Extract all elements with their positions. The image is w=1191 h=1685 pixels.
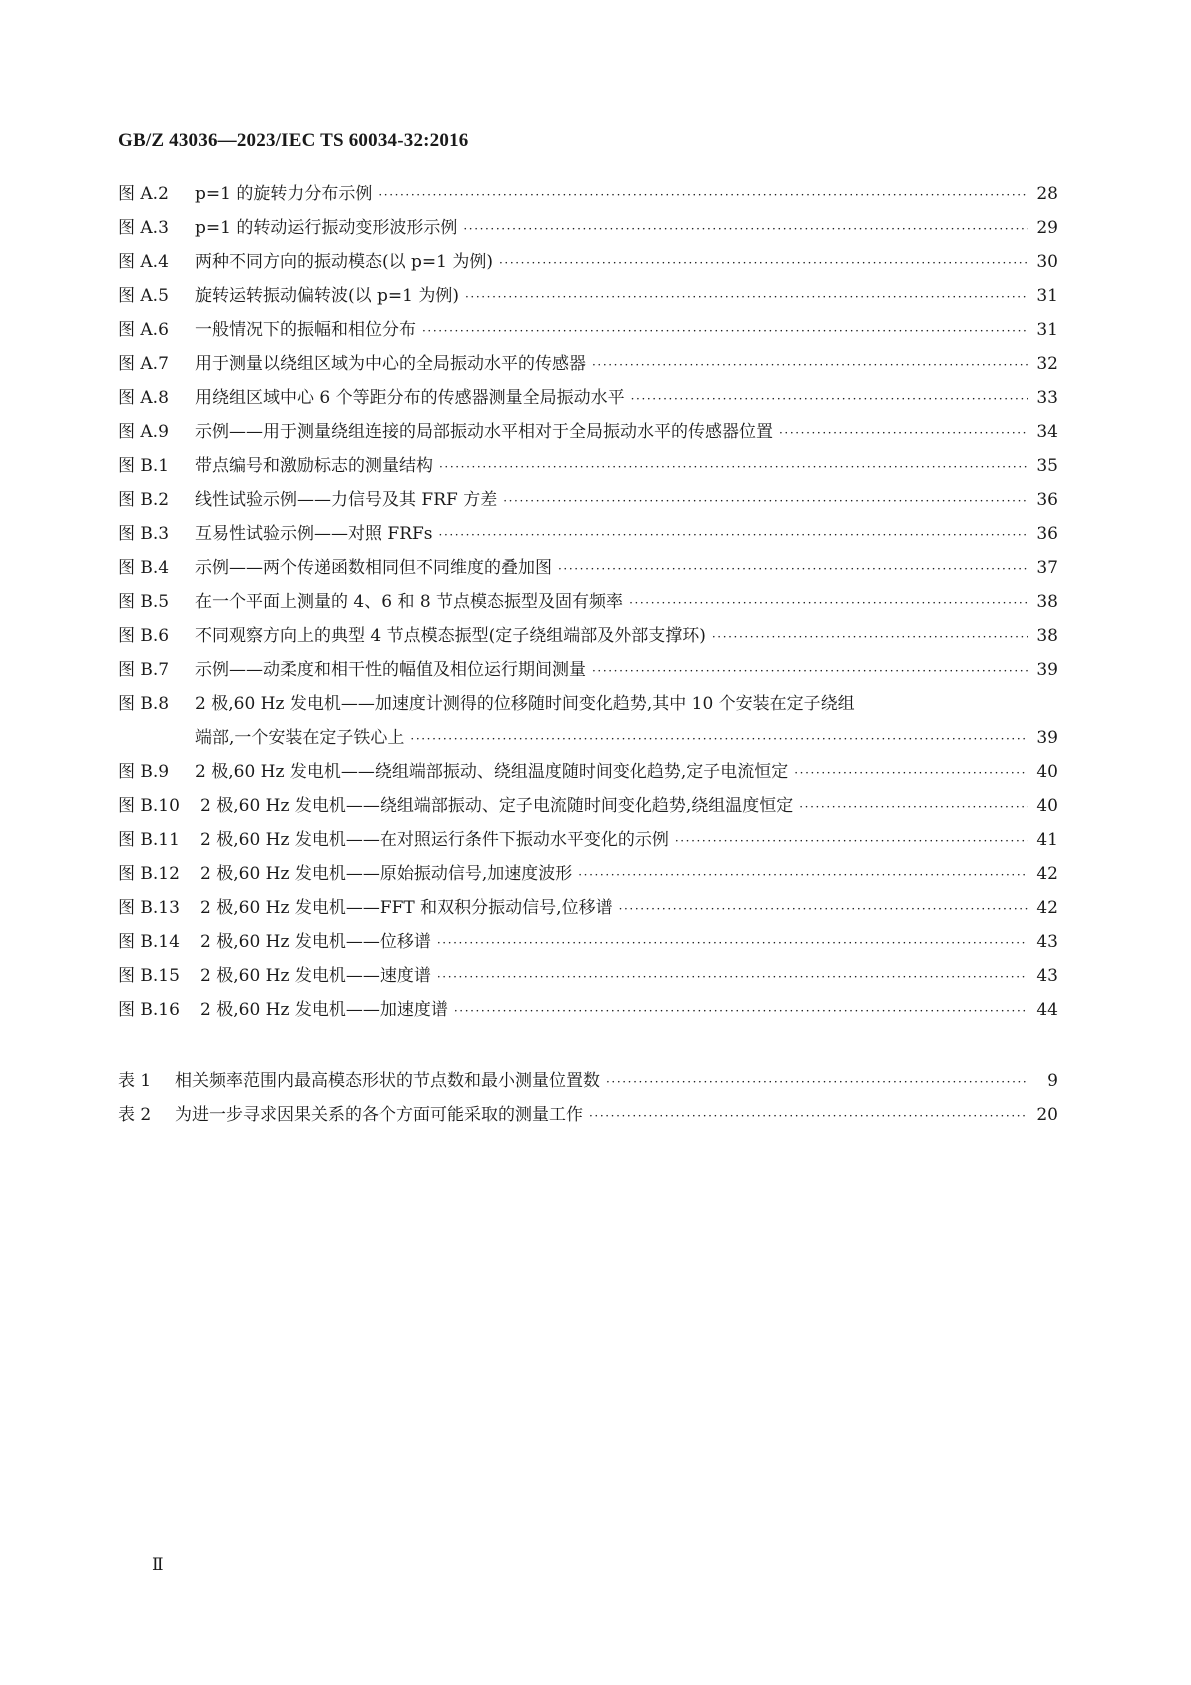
toc-entry[interactable]: [118, 653, 1058, 687]
toc-entry[interactable]: [118, 381, 1058, 415]
entry-label: 图 B.3: [118, 524, 170, 544]
dot-leader: [378, 178, 1028, 212]
dot-leader: [589, 1099, 1028, 1133]
entry-page: 30: [1036, 252, 1058, 272]
entry-label: 图 B.1: [118, 456, 170, 476]
entry-page: 40: [1036, 762, 1058, 782]
toc-entry[interactable]: [118, 619, 1058, 653]
entry-title: 两种不同方向的振动模态(以 p=1 为例): [195, 252, 494, 272]
entry-title: 2 极,60 Hz 发电机——速度谱: [200, 966, 431, 986]
toc-entry[interactable]: [118, 925, 1058, 959]
entry-label: 图 B.16: [118, 1000, 180, 1020]
dot-leader: [463, 212, 1028, 246]
entry-label: 表 2: [118, 1105, 152, 1125]
entry-page: 43: [1036, 932, 1058, 952]
entry-title: 不同观察方向上的典型 4 节点模态振型(定子绕组端部及外部支撑环): [195, 626, 706, 646]
entry-label: 图 B.5: [118, 592, 170, 612]
entry-page: 44: [1036, 1000, 1058, 1020]
entry-label: 图 B.9: [118, 762, 170, 782]
page-number: Ⅱ: [152, 1555, 164, 1574]
entry-label: 图 A.7: [118, 354, 169, 374]
toc-entry[interactable]: [118, 789, 1058, 823]
toc-entry[interactable]: [118, 1098, 1058, 1132]
toc-entry[interactable]: [118, 857, 1058, 891]
entry-label: 图 B.13: [118, 898, 180, 918]
toc-entry[interactable]: [118, 483, 1058, 517]
dot-leader: [712, 620, 1028, 654]
toc-entry[interactable]: [118, 245, 1058, 279]
entry-title: p=1 的旋转力分布示例: [195, 184, 373, 204]
dot-leader: [558, 552, 1028, 586]
entry-label: 图 A.3: [118, 218, 169, 238]
toc-entry[interactable]: [118, 415, 1058, 449]
entry-label: 图 A.4: [118, 252, 169, 272]
entry-label: 图 B.7: [118, 660, 170, 680]
entry-title: 2 极,60 Hz 发电机——加速度计测得的位移随时间变化趋势,其中 10 个安装在定子绕组: [195, 694, 855, 714]
entry-page: 29: [1036, 218, 1058, 238]
entry-label: 图 B.14: [118, 932, 180, 952]
entry-label: 图 B.12: [118, 864, 180, 884]
entry-page: 9: [1047, 1071, 1058, 1091]
entry-page: 36: [1036, 524, 1058, 544]
toc-entry[interactable]: [118, 279, 1058, 313]
toc-entry[interactable]: [118, 755, 1058, 789]
toc-entry[interactable]: [118, 891, 1058, 925]
entry-title: 2 极,60 Hz 发电机——绕组端部振动、定子电流随时间变化趋势,绕组温度恒定: [200, 796, 794, 816]
entry-label: 图 A.6: [118, 320, 169, 340]
entry-title: 线性试验示例——力信号及其 FRF 方差: [195, 490, 498, 510]
entry-page: 31: [1036, 320, 1058, 340]
entry-label: 图 B.2: [118, 490, 170, 510]
toc-entry[interactable]: [118, 585, 1058, 619]
toc-entry[interactable]: [118, 687, 1058, 721]
dot-leader: [422, 314, 1028, 348]
dot-leader: [437, 926, 1028, 960]
entry-title: p=1 的转动运行振动变形波形示例: [195, 218, 458, 238]
toc-entry[interactable]: [118, 347, 1058, 381]
entry-title: 2 极,60 Hz 发电机——位移谱: [200, 932, 431, 952]
entry-title: 互易性试验示例——对照 FRFs: [195, 524, 433, 544]
dot-leader: [619, 892, 1028, 926]
entry-label: 图 B.10: [118, 796, 180, 816]
toc-entry[interactable]: [118, 313, 1058, 347]
dot-leader: [631, 382, 1028, 416]
entry-page: 37: [1036, 558, 1058, 578]
entry-page: 39: [1036, 660, 1058, 680]
dot-leader: [454, 994, 1028, 1028]
dot-leader: [592, 654, 1028, 688]
entry-page: 42: [1036, 864, 1058, 884]
entry-label: 图 B.4: [118, 558, 170, 578]
entry-page: 43: [1036, 966, 1058, 986]
entry-title: 带点编号和激励标志的测量结构: [195, 456, 433, 476]
dot-leader: [629, 586, 1028, 620]
entry-page: 38: [1036, 626, 1058, 646]
entry-label: 图 B.11: [118, 830, 180, 850]
entry-page: 31: [1036, 286, 1058, 306]
entry-title: 示例——用于测量绕组连接的局部振动水平相对于全局振动水平的传感器位置: [195, 422, 773, 442]
entry-page: 33: [1036, 388, 1058, 408]
toc-entry[interactable]: [118, 959, 1058, 993]
entry-title: 为进一步寻求因果关系的各个方面可能采取的测量工作: [175, 1105, 583, 1125]
entry-title: 用绕组区域中心 6 个等距分布的传感器测量全局振动水平: [195, 388, 625, 408]
toc-entry[interactable]: [118, 823, 1058, 857]
dot-leader: [799, 790, 1028, 824]
entry-label: 图 A.2: [118, 184, 169, 204]
entry-title: 在一个平面上测量的 4、6 和 8 节点模态振型及固有频率: [195, 592, 624, 612]
entry-label: 图 B.6: [118, 626, 170, 646]
entry-title: 2 极,60 Hz 发电机——FFT 和双积分振动信号,位移谱: [200, 898, 613, 918]
entry-label: 图 B.8: [118, 694, 170, 714]
entry-label: 表 1: [118, 1071, 152, 1091]
dot-leader: [794, 756, 1028, 790]
entry-title: 2 极,60 Hz 发电机——原始振动信号,加速度波形: [200, 864, 573, 884]
toc-entry[interactable]: [118, 1064, 1058, 1098]
entry-page: 28: [1036, 184, 1058, 204]
dot-leader: [503, 484, 1028, 518]
entry-page: 34: [1036, 422, 1058, 442]
toc-entry[interactable]: [118, 211, 1058, 245]
dot-leader: [779, 416, 1028, 450]
entry-title: 2 极,60 Hz 发电机——在对照运行条件下振动水平变化的示例: [200, 830, 669, 850]
document-header: GB/Z 43036—2023/IEC TS 60034-32:2016: [118, 130, 469, 151]
entry-page: 39: [1036, 728, 1058, 748]
dot-leader: [439, 450, 1028, 484]
entry-page: 20: [1036, 1105, 1058, 1125]
dot-leader: [499, 246, 1028, 280]
entry-page: 42: [1036, 898, 1058, 918]
entry-label: 图 A.5: [118, 286, 169, 306]
dot-leader: [437, 960, 1028, 994]
entry-title: 2 极,60 Hz 发电机——加速度谱: [200, 1000, 448, 1020]
toc-entry[interactable]: [118, 177, 1058, 211]
toc-entry[interactable]: [118, 993, 1058, 1027]
entry-page: 32: [1036, 354, 1058, 374]
entry-title: 示例——两个传递函数相同但不同维度的叠加图: [195, 558, 552, 578]
entry-label: 图 B.15: [118, 966, 180, 986]
entry-title: 用于测量以绕组区域为中心的全局振动水平的传感器: [195, 354, 586, 374]
entry-page: 38: [1036, 592, 1058, 612]
entry-title: 相关频率范围内最高模态形状的节点数和最小测量位置数: [175, 1071, 600, 1091]
dot-leader: [578, 858, 1028, 892]
toc-entry[interactable]: [118, 517, 1058, 551]
dot-leader: [592, 348, 1028, 382]
dot-leader: [465, 280, 1028, 314]
entry-label: 图 A.8: [118, 388, 169, 408]
entry-title: 旋转运转振动偏转波(以 p=1 为例): [195, 286, 460, 306]
entry-title: 一般情况下的振幅和相位分布: [195, 320, 416, 340]
entry-label: 图 A.9: [118, 422, 169, 442]
dot-leader: [606, 1065, 1028, 1099]
dot-leader: [675, 824, 1028, 858]
entry-page: 41: [1036, 830, 1058, 850]
entry-title: 2 极,60 Hz 发电机——绕组端部振动、绕组温度随时间变化趋势,定子电流恒定: [195, 762, 789, 782]
dot-leader: [410, 722, 1028, 756]
entry-title-continuation: 端部,一个安装在定子铁心上: [195, 728, 405, 748]
entry-page: 36: [1036, 490, 1058, 510]
toc-entry[interactable]: [118, 449, 1058, 483]
toc-entry[interactable]: [118, 551, 1058, 585]
entry-page: 40: [1036, 796, 1058, 816]
entry-title: 示例——动柔度和相干性的幅值及相位运行期间测量: [195, 660, 586, 680]
dot-leader: [439, 518, 1028, 552]
entry-page: 35: [1036, 456, 1058, 476]
toc-entry-continuation[interactable]: [118, 721, 1058, 755]
